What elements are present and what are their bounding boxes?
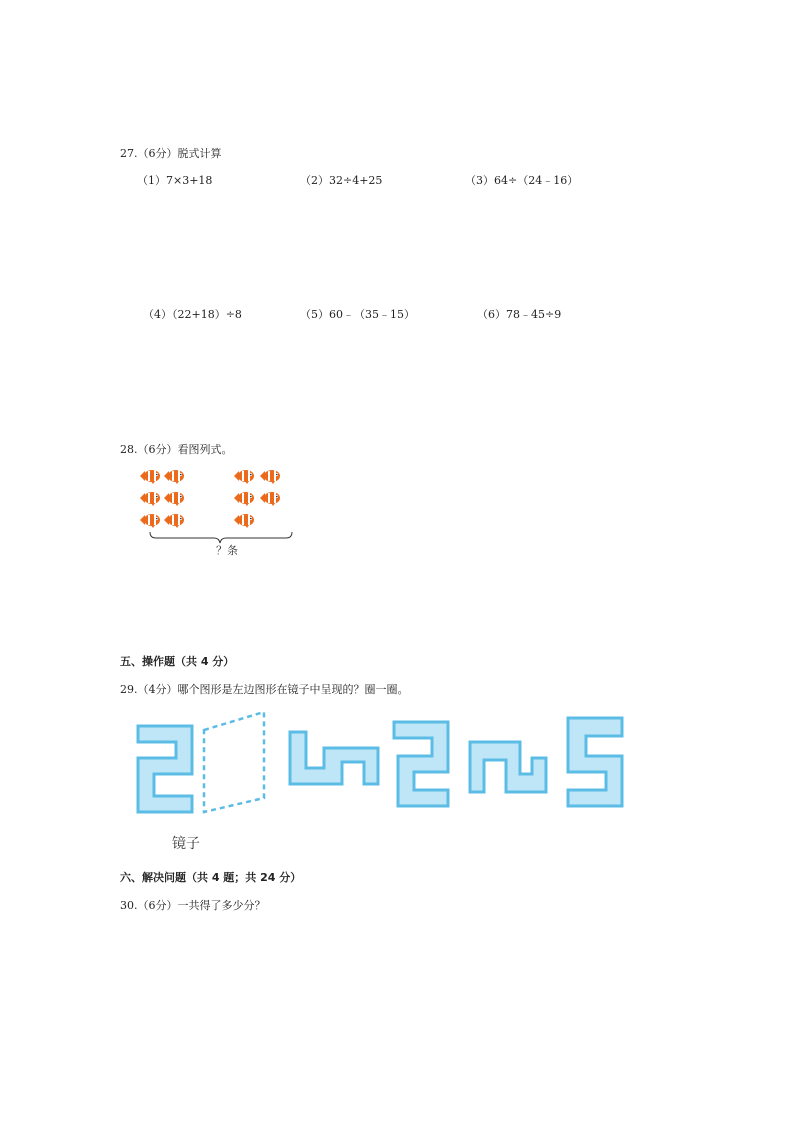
- q27-item-5: （5）60﹣（35﹣15）: [300, 308, 415, 321]
- fish-count-label: ？条: [216, 544, 238, 557]
- fish-group-right: [234, 470, 280, 528]
- q29-title: 29.（4分）哪个图形是左边图形在镜子中呈现的？圈一圈。: [120, 683, 409, 696]
- q27-item-4: （4）（22+18）÷8: [143, 308, 242, 321]
- q30-title: 30.（6分）一共得了多少分？: [120, 899, 266, 912]
- section-5-title: 五、操作题（共 4 分）: [120, 655, 235, 668]
- mirror-label: 镜子: [172, 836, 200, 852]
- q27-item-3: （3）64÷（24﹣16）: [465, 174, 579, 187]
- mirror-figure: [128, 706, 624, 854]
- q27-item-1: （1）7×3+18: [137, 174, 213, 187]
- q27-title: 27.（6分）脱式计算: [120, 147, 222, 160]
- option-shape-3[interactable]: [470, 742, 546, 792]
- section-6-title: 六、解决问题（共 4 题；共 24 分）: [120, 871, 302, 884]
- fish-group-left: [140, 470, 184, 528]
- q27-item-6: （6）78﹣45÷9: [477, 308, 562, 321]
- q28-title: 28.（6分）看图列式。: [120, 443, 233, 456]
- shape-2-original: [138, 726, 192, 812]
- brace: [150, 532, 292, 543]
- option-shape-2[interactable]: [394, 722, 448, 806]
- fish-figure: [136, 462, 302, 560]
- option-shape-4[interactable]: [568, 718, 622, 806]
- q27-item-2: （2）32÷4+25: [300, 174, 383, 187]
- mirror: [204, 712, 264, 812]
- option-shape-1[interactable]: [290, 732, 378, 784]
